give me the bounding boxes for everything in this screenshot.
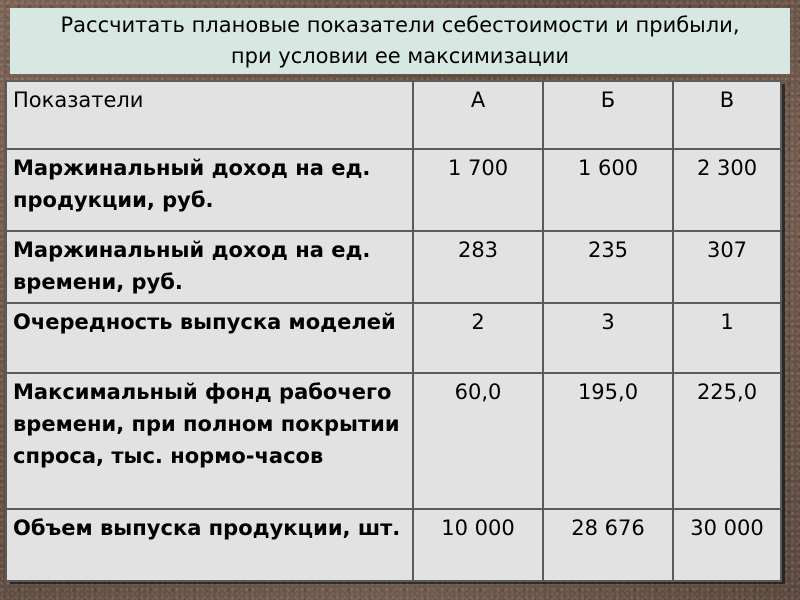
- cell-value: 2 300: [673, 149, 781, 231]
- cell-value: 283: [413, 231, 543, 303]
- header-cell-b: Б: [543, 81, 673, 149]
- cell-value: 10 000: [413, 509, 543, 581]
- row-label: Объем выпуска продукции, шт.: [6, 509, 413, 581]
- table-header-row: [6, 81, 781, 149]
- header-cell-v: В: [673, 81, 781, 149]
- cell-value: 235: [543, 231, 673, 303]
- table-row: [6, 149, 781, 231]
- cell-value: 195,0: [543, 373, 673, 509]
- cell-value: 2: [413, 303, 543, 373]
- slide-title: [10, 8, 790, 74]
- cell-value: 28 676: [543, 509, 673, 581]
- cell-value: 307: [673, 231, 781, 303]
- indicators-table: [5, 80, 782, 582]
- header-cell-a: А: [413, 81, 543, 149]
- table-row: [6, 231, 781, 303]
- indicators-table-container: [5, 80, 780, 580]
- header-cell-indicators: Показатели: [6, 81, 413, 149]
- table-row: [6, 373, 781, 509]
- cell-value: 30 000: [673, 509, 781, 581]
- cell-value: 1 600: [543, 149, 673, 231]
- row-label: Очередность выпуска моделей: [6, 303, 413, 373]
- cell-value: 1: [673, 303, 781, 373]
- row-label: Маржинальный доход на ед. времени, руб.: [6, 231, 413, 303]
- slide-title-text: Рассчитать плановые показатели себестоимости и прибыли, при условии ее максимизации: [60, 13, 740, 68]
- row-label: Максимальный фонд рабочего времени, при полном покрытии спроса, тыс. нормо-часов: [6, 373, 413, 509]
- table-row: [6, 509, 781, 581]
- cell-value: 1 700: [413, 149, 543, 231]
- cell-value: 60,0: [413, 373, 543, 509]
- cell-value: 3: [543, 303, 673, 373]
- row-label: Маржинальный доход на ед. продукции, руб.: [6, 149, 413, 231]
- table-row: [6, 303, 781, 373]
- cell-value: 225,0: [673, 373, 781, 509]
